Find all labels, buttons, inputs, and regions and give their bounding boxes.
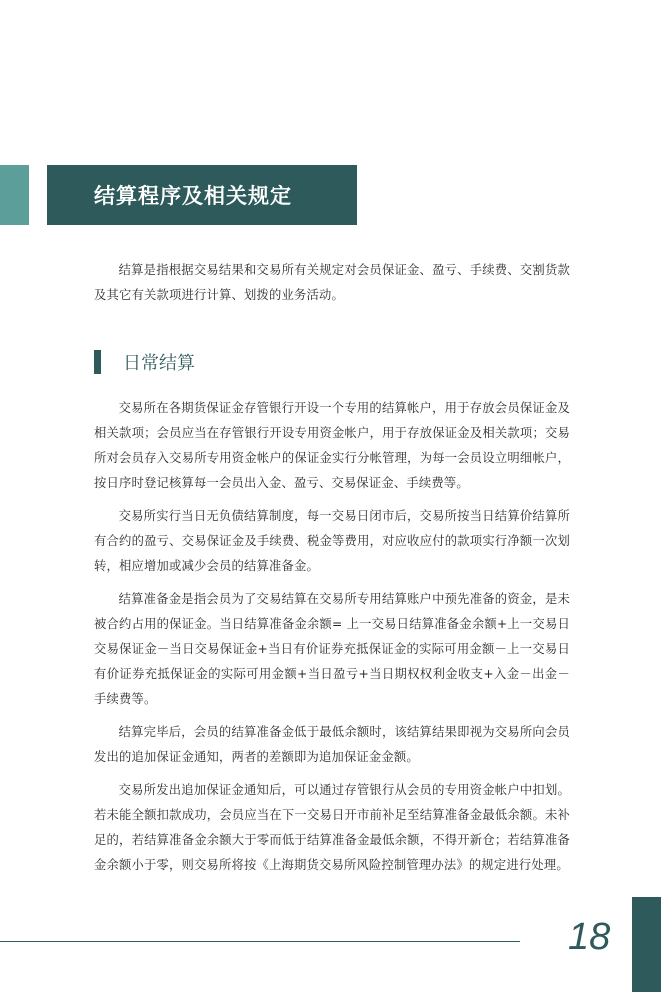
section-heading bbox=[94, 348, 570, 376]
left-accent-tab bbox=[0, 165, 29, 225]
body-paragraph: 交易所在各期货保证金存管银行开设一个专用的结算帐户，用于存放会员保证金及相关款项；会员应当在存管银行开设专用资金帐户，用于存放保证金及相关款项；交易所对会员存入交易所专用资金帐户的保证金实行分帐管理，为每一会员设立明细帐户，按日序时登记核算每一会员出入金、盈亏、交易保证金、手续费等。 bbox=[94, 401, 570, 490]
body-paragraph: 结算准备金是指会员为了交易结算在交易所专用结算账户中预先准备的资金，是未被合约占用的保证金。当日结算准备金余额= 上一交易日结算准备金余额+上一交易日交易保证金－当日交易保证金+当日有价证券充抵保证金的实际可用金额－上一交易日有价证券充抵保证金的实际可用金额+当日盈亏+当日期权权利金收支+入金－出金－手续费等。 bbox=[94, 592, 570, 706]
footer-divider bbox=[0, 941, 520, 942]
body-paragraph: 交易所实行当日无负债结算制度，每一交易日闭市后，交易所按当日结算价结算所有合约的盈亏、交易保证金及手续费、税金等费用，对应收应付的款项实行净额一次划转，相应增加或减少会员的结算准备金。 bbox=[94, 509, 570, 573]
main-content bbox=[94, 258, 570, 886]
section-title: 日常结算 bbox=[123, 353, 195, 374]
section-marker-bar bbox=[94, 350, 101, 374]
body-paragraph: 结算完毕后，会员的结算准备金低于最低余额时，该结算结果即视为交易所向会员发出的追加保证金通知，两者的差额即为追加保证金金额。 bbox=[94, 725, 570, 764]
chapter-title-band bbox=[47, 165, 357, 225]
page-title: 结算程序及相关规定 bbox=[94, 184, 292, 208]
intro-paragraph: 结算是指根据交易结果和交易所有关规定对会员保证金、盈亏、手续费、交割货款及其它有关款项进行计算、划拨的业务活动。 bbox=[94, 263, 570, 302]
right-accent-tab bbox=[632, 897, 661, 992]
body-paragraph: 交易所发出追加保证金通知后，可以通过存管银行从会员的专用资金帐户中扣划。若未能全额扣款成功，会员应当在下一交易日开市前补足至结算准备金最低余额。未补足的，若结算准备金余额大于零而低于结算准备金最低余额，不得开新仓；若结算准备金余额小于零，则交易所将按《上海期货交易所风险控制管理办法》的规定进行处理。 bbox=[94, 783, 570, 872]
page-number: 18 bbox=[568, 916, 611, 958]
